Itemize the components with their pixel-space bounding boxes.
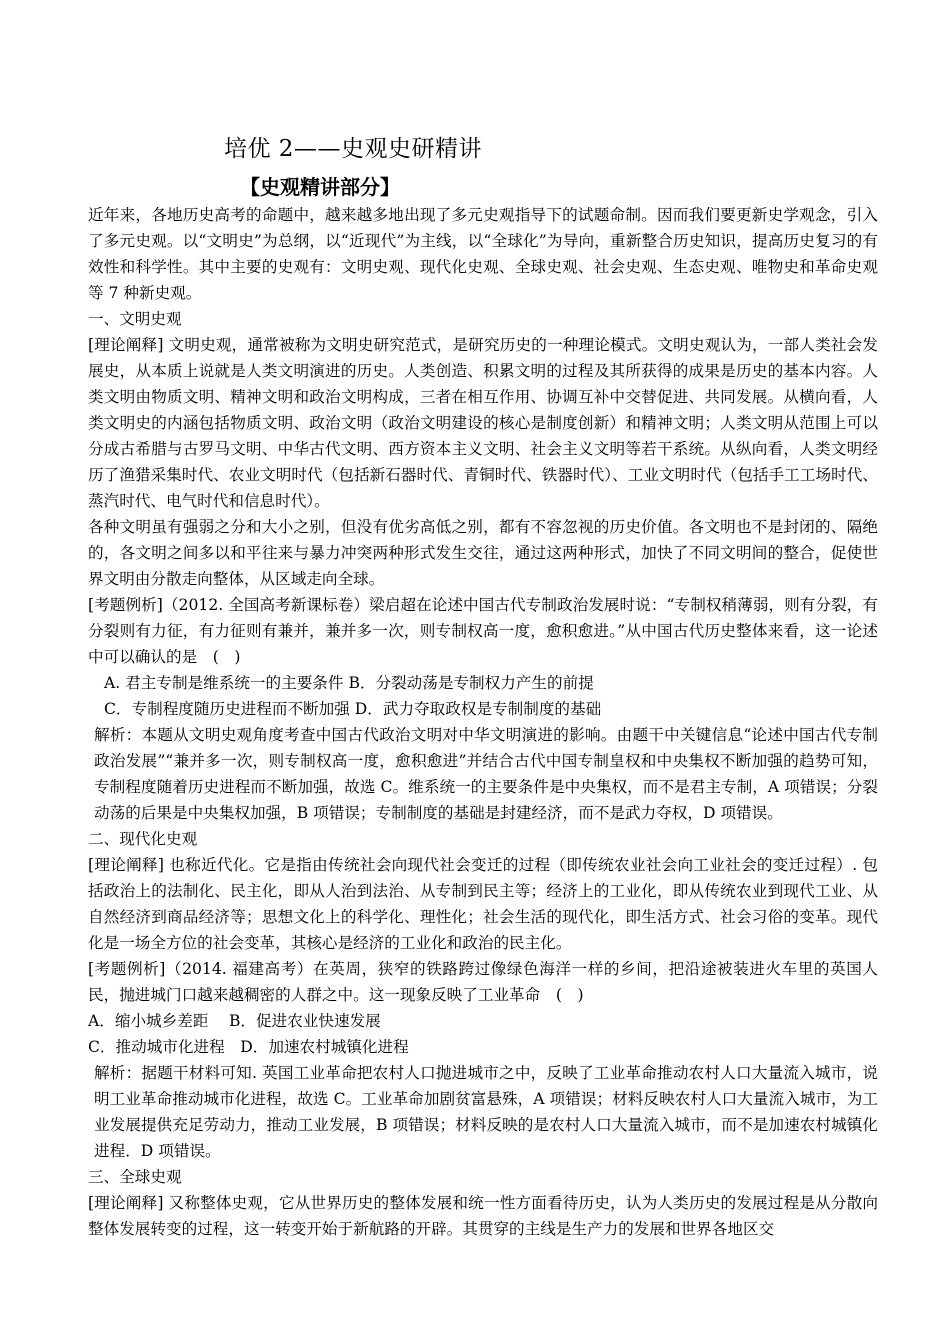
section-subtitle: 【史观精讲部分】 <box>240 175 400 199</box>
exam-question: [考题例析]（2012. 全国高考新课标卷）梁启超在论述中国古代专制政治发展时说：“专制权稍薄弱，则有分裂，有分裂则有力征，有力征则有兼并，兼并多一次，则专制权高一度，愈积愈进。”从中国古代历史整体来看，这一论述中可以确认的是 ( ) <box>88 596 878 666</box>
theory-paragraph: [理论阐释] 文明史观，通常被称为文明史研究范式，是研究历史的一种理论模式。文明史观认为，一部人类社会发展史，从本质上说就是人类文明演进的历史。人类创造、积累文明的过程及其所获得的成果是历史的基本内容。人类文明由物质文明、精神文明和政治文明构成，三者在相互作用、协调互补中交替促进、共同发展。从横向看，人类文明史的内涵包括物质文明、政治文明（政治文明建设的核心是制度创新）和精神文明；人类文明从范围上可以分成古希腊与古罗马文明、中华古代文明、西方资本主义文明、社会主义文明等若干系统。从纵向看，人类文明经历了渔猎采集时代、农业文明时代（包括新石器时代、青铜时代、铁器时代）、工业文明时代（包括手工工场时代、蒸汽时代、电气时代和信息时代）。 <box>88 336 878 510</box>
document-title: 培优 2——史观史研精讲 <box>224 136 482 162</box>
analysis-paragraph: 解析：据题干材料可知. 英国工业革命把农村人口抛进城市之中，反映了工业革命推动农村人口大量流入城市，说明工业革命推动城市化进程，故选 C。工业革命加剧贫富悬殊，A 项错误；材料反映农村人口大量流入城市，为工业发展提供充足劳动力，推动工业发展，B 项错误；材料反映的是农村人口大量流入城市，而不是加速农村城镇化进程．D 项错误。 <box>94 1064 878 1160</box>
section-heading: 三、全球史观 <box>88 1168 182 1186</box>
exam-question: [考题例析]（2014. 福建高考）在英周，狭窄的铁路跨过像绿色海洋一样的乡间，把沿途被装进火车里的英国人民，抛进城门口越来越稠密的人群之中。这一现象反映了工业革命 ( ) <box>88 960 878 1004</box>
intro-paragraph: 近年来，各地历史高考的命题中，越来越多地出现了多元史观指导下的试题命制。因而我们要更新史学观念，引入了多元史观。以“文明史”为总纲，以“近现代”为主线，以“全球化”为导向，重新整合历史知识，提高历史复习的有效性和科学性。其中主要的史观有：文明史观、现代化史观、全球史观、社会史观、生态史观、唯物史和革命史观等 7 种新史观。 <box>88 206 878 302</box>
section-heading: 一、文明史观 <box>88 310 182 328</box>
question-options: A. 君主专制是维系统一的主要条件 B．分裂动荡是专制权力产生的前提 <box>104 674 594 692</box>
question-options: C．专制程度随历史进程而不断加强 D．武力夺取政权是专制制度的基础 <box>104 700 602 718</box>
body-paragraph: 各种文明虽有强弱之分和大小之别，但没有优劣高低之别，都有不容忽视的历史价值。各文明也不是封闭的、隔绝的，各文明之间多以和平往来与暴力冲突两种形式发生交往，通过这两种形式，加快了不同文明间的整合，促使世界文明由分散走向整体，从区域走向全球。 <box>88 518 878 588</box>
question-options: A．缩小城乡差距 B．促进农业快速发展 <box>88 1012 381 1030</box>
theory-paragraph: [理论阐释] 也称近代化。它是指由传统社会向现代社会变迁的过程（即传统农业社会向工业社会的变迁过程）. 包括政治上的法制化、民主化，即从人治到法治、从专制到民主等；经济上的工业化，即从传统农业到现代工业、从自然经济到商品经济等；思想文化上的科学化、理性化；社会生活的现代化，即生活方式、社会习俗的变革。现代化是一场全方位的社会变革，其核心是经济的工业化和政治的民主化。 <box>88 856 878 952</box>
analysis-paragraph: 解析：本题从文明史观角度考查中国古代政治文明对中华文明演进的影响。由题干中关键信息“论述中国古代专制政治发展”“兼并多一次，则专制权高一度，愈积愈进”并结合古代中国专制皇权和中央集权不断加强的趋势可知，专制程度随着历史进程而不断加强，故选 C。维系统一的主要条件是中央集权，而不是君主专制，A 项错误；分裂动荡的后果是中央集权加强，B 项错误；专制制度的基础是封建经济，而不是武力夺权，D 项错误。 <box>94 726 878 822</box>
document-page <box>88 132 878 1242</box>
question-options: C．推动城市化进程 D．加速农村城镇化进程 <box>88 1038 409 1056</box>
theory-paragraph: [理论阐释] 又称整体史观，它从世界历史的整体发展和统一性方面看待历史，认为人类历史的发展过程是从分散向整体发展转变的过程，这一转变开始于新航路的开辟。其贯穿的主线是生产力的发展和世界各地区交 <box>88 1194 878 1238</box>
section-heading: 二、现代化史观 <box>88 830 198 848</box>
document-body <box>88 202 878 1242</box>
